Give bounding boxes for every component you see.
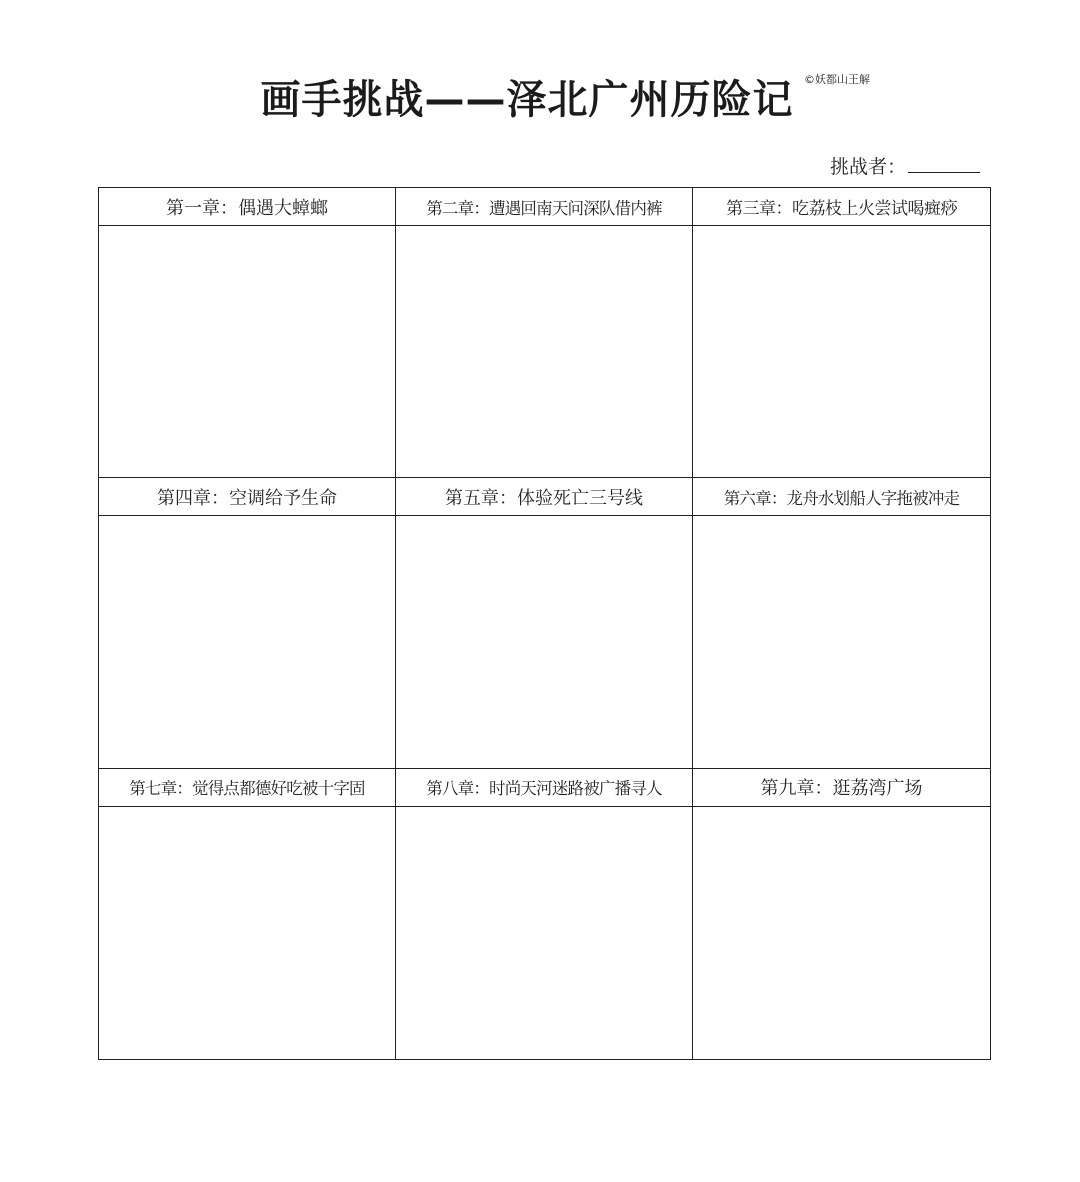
chapter-title: 第二章：遭遇回南天问深队借内裤 [396,188,692,226]
drawing-area[interactable] [693,807,990,1059]
drawing-area[interactable] [99,807,395,1059]
page-title: 画手挑战——泽北广州历险记 [260,77,794,123]
drawing-area[interactable] [99,516,395,767]
drawing-area[interactable] [693,226,990,477]
drawing-area[interactable] [99,226,395,477]
chapter-title: 第四章：空调给予生命 [99,478,395,516]
chapter-cell-1 [99,188,396,478]
chapter-title: 第一章：偶遇大蟑螂 [99,188,395,226]
copyright-note: ©妖都山王解 [804,73,870,86]
drawing-area[interactable] [693,516,990,767]
challenger-blank-line[interactable] [908,154,980,173]
drawing-area[interactable] [396,226,692,477]
chapter-cell-6 [693,478,990,768]
chapter-title: 第六章：龙舟水划船人字拖被冲走 [693,478,990,516]
drawing-area[interactable] [396,807,692,1059]
chapter-cell-9 [693,769,990,1059]
chapter-grid [98,187,991,1060]
chapter-cell-8 [396,769,693,1059]
chapter-cell-3 [693,188,990,478]
challenger-label: 挑战者： [829,156,906,178]
challenger-field [830,154,980,180]
chapter-cell-5 [396,478,693,768]
chapter-cell-2 [396,188,693,478]
chapter-title: 第三章：吃荔枝上火尝试喝癍痧 [693,188,990,226]
drawing-area[interactable] [396,516,692,767]
chapter-title: 第八章：时尚天河迷路被广播寻人 [396,769,692,807]
chapter-title: 第五章：体验死亡三号线 [396,478,692,516]
chapter-cell-4 [99,478,396,768]
chapter-title: 第七章：觉得点都德好吃被十字固 [99,769,395,807]
chapter-cell-7 [99,769,396,1059]
chapter-title: 第九章：逛荔湾广场 [693,769,990,807]
